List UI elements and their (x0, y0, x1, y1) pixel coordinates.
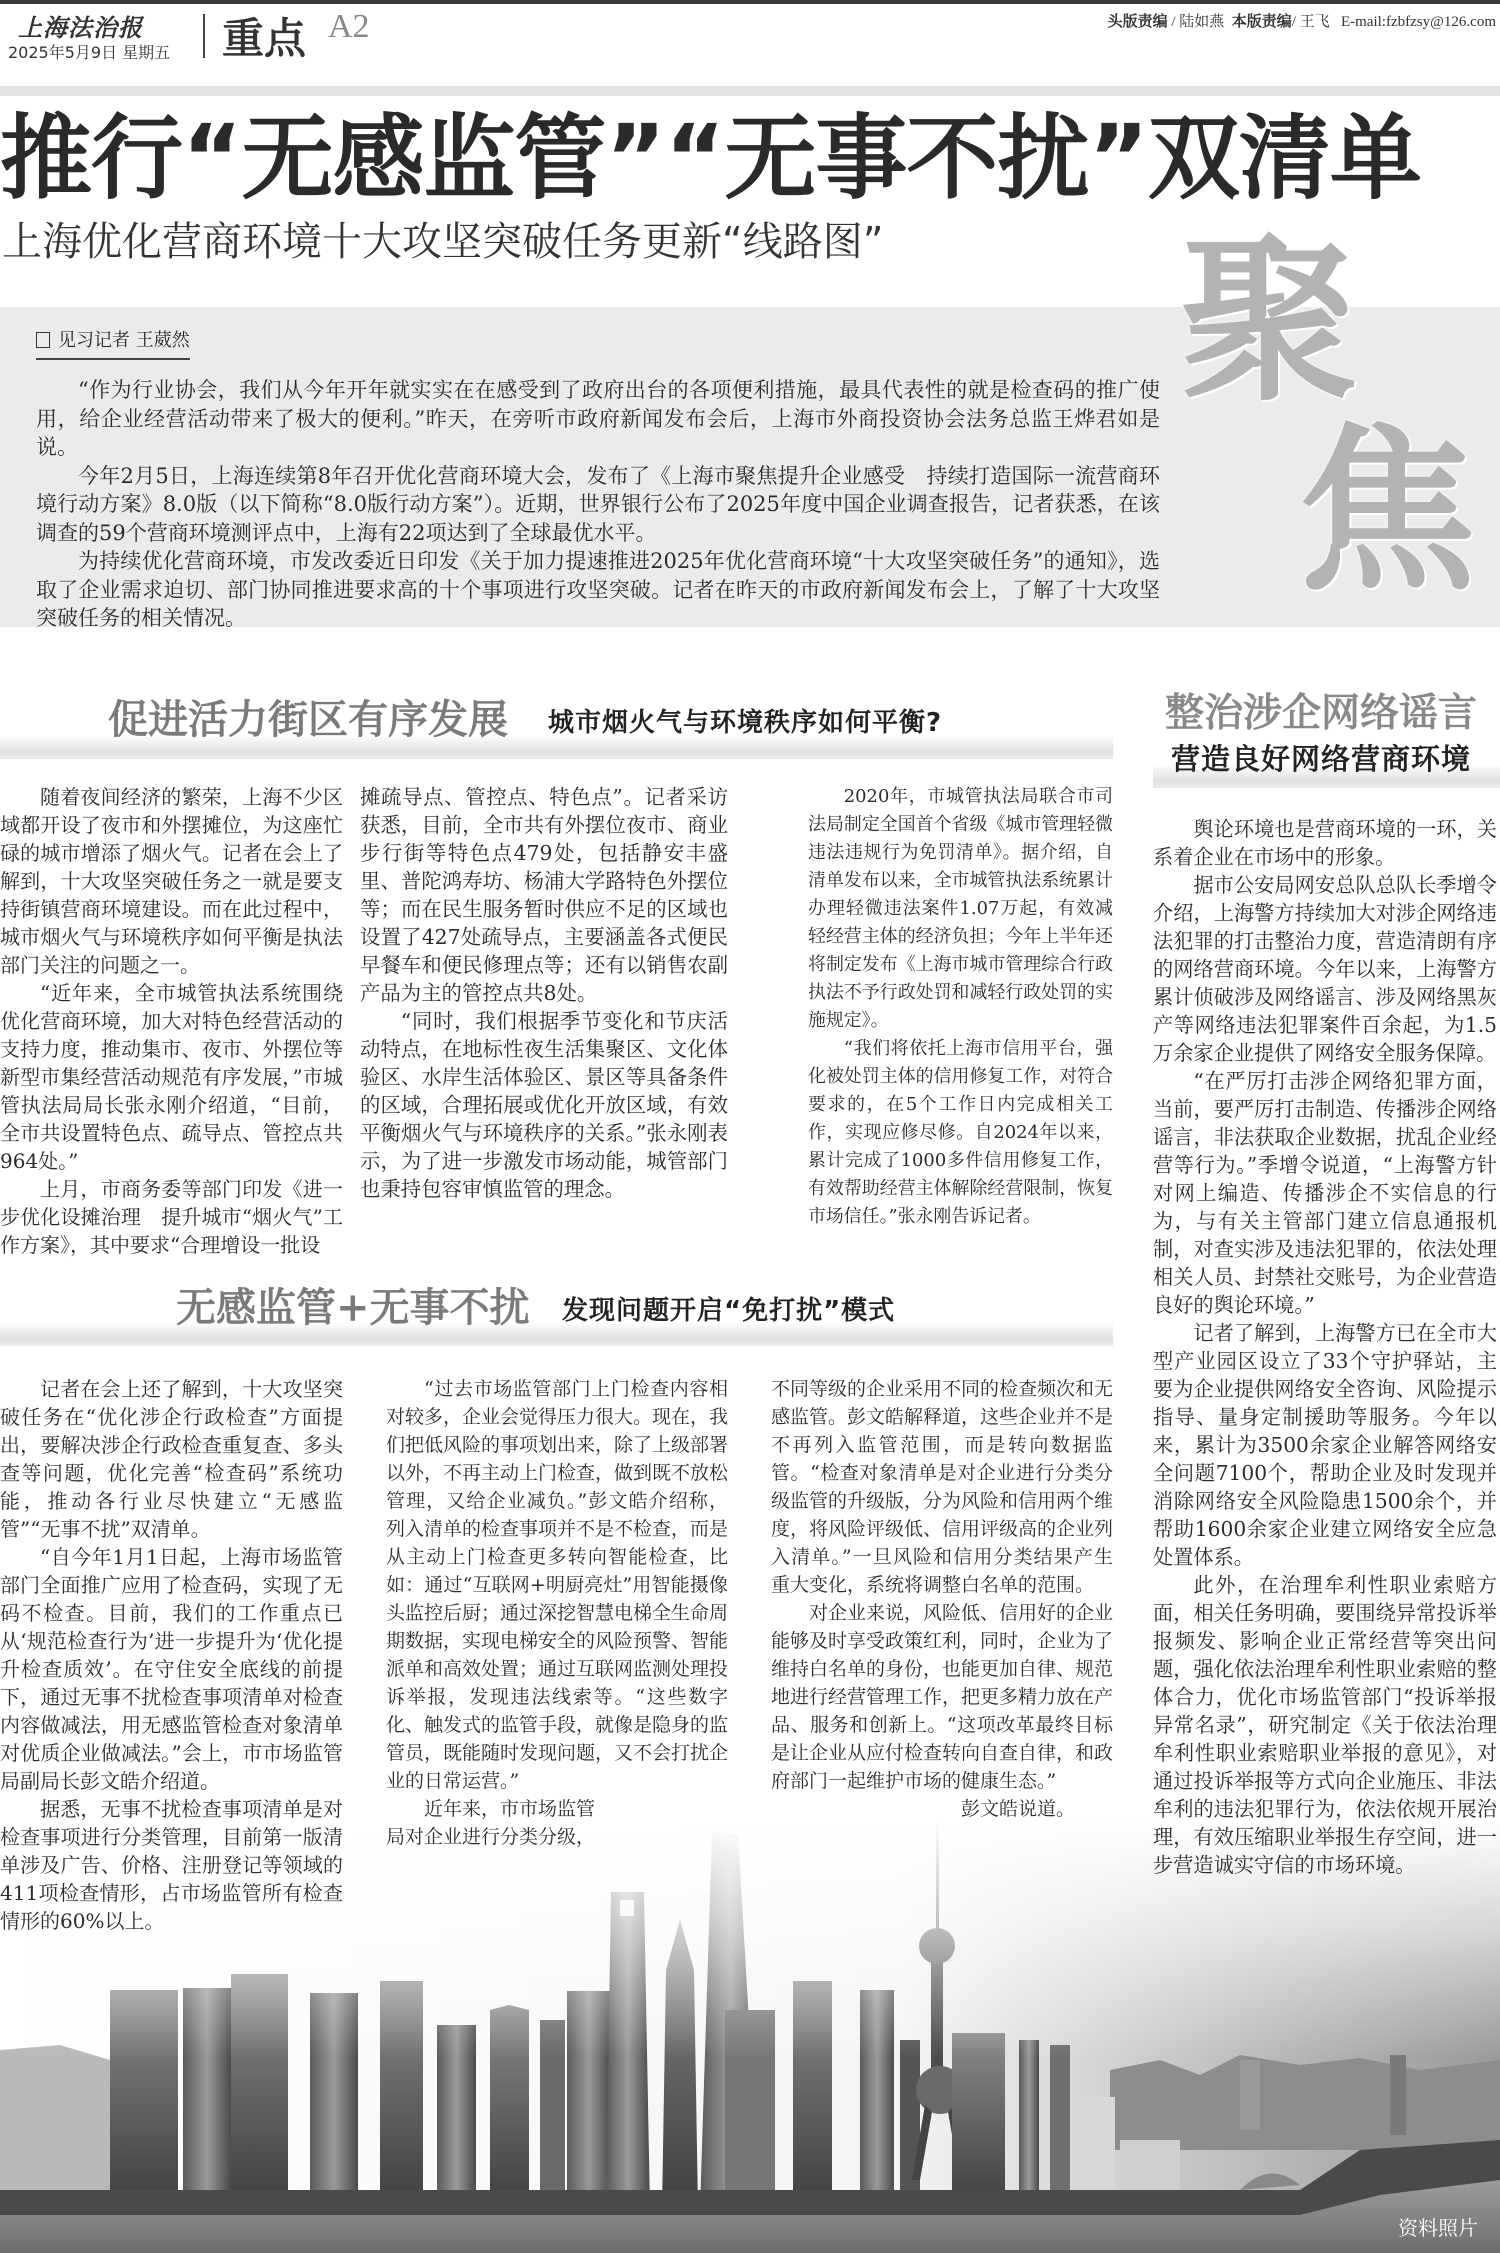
paragraph: “同时，我们根据季节变化和节庆活动特点，在地标性夜生活集聚区、文化体验区、水岸生活体验区、景区等具备条件的区域，合理拓展或优化开放区域，有效平衡烟火气与环境秩序的关系。”张永刚表示，为了进一步激发市场动能，城管部门也秉持包容审慎监管的理念。 (360, 1009, 728, 1201)
editor-email[interactable]: E-mail:fzbfzsy@126.com (1340, 14, 1496, 30)
paragraph: “自今年1月1日起，上海市场监管部门全面推广应用了检查码，实现了无码不检查。目前，我们的工作重点已从‘规范检查行为’进一步提升为‘优化提升检查质效’。在守住安全底线的前提下，通过无事不扰检查事项清单对检查内容做减法，用无感监管检查对象清单对优质企业做减法。”会上，市市场监管局副局长彭文皓介绍道。 (0, 1545, 343, 1793)
feature-mark-char: 聚 (1180, 216, 1358, 425)
byline-text: 见习记者 王葳然 (58, 330, 190, 351)
page-editor-label: 本版责编 (1231, 14, 1292, 30)
paragraph: “作为行业协会，我们从今年开年就实实在在感受到了政府出台的各项便利措施，最具代表性的就是检查码的推广使用，给企业经营活动带来了极大的便利。”昨天，在旁听市政府新闻发布会后，上海市外商投资协会法务总监王烨君如是说。 (36, 378, 1160, 459)
page-number: A2 (328, 8, 370, 45)
section2-column-2 (386, 1375, 728, 1851)
headline: 推行“无感监管”“无事不扰”双清单 (0, 105, 1421, 212)
editor-info: 头版责编 / 陆如燕 本版责编/ 王飞 E-mail:fzbfzsy@126.com (1107, 14, 1496, 30)
lead-paragraphs (36, 376, 1160, 633)
paragraph: “过去市场监管部门上门检查内容相对较多，企业会觉得压力很大。现在，我们把低风险的事项划出来，除了上级部署以外，不再主动上门检查，做到既不放松管理，又给企业减负。”彭文皓介绍称，列入清单的检查事项并不是不检查，而是从主动上门检查更多转向智能检查，比如：通过“互联网+明厨亮灶”用智能摄像头监控后厨；通过深挖智慧电梯全生命周期数据，实现电梯安全的风险预警、智能派单和高效处置；通过互联网监测处理投诉举报，发现违法线索等。“这些数字化、触发式的监管手段，就像是隐身的监管员，既能随时发现问题，又不会打扰企业的日常运营。” (386, 1378, 729, 1792)
front-editor-label: 头版责编 (1107, 14, 1168, 30)
paragraph: “近年来，全市城管执法系统围绕优化营商环境，加大对特色经营活动的支持力度，推动集市、夜市、外摆位等新型市集经营活动规范有序发展，”市城管执法局局长张永刚介绍道，“目前，全市共设置特色点、疏导点、管控点共964处。” (0, 981, 343, 1173)
paragraph: “我们将依托上海市信用平台，强化被处罚主体的信用修复工作，对符合要求的，在5个工作日内完成相关工作，实现应修尽修。自2024年以来，累计完成了1000多件信用修复工作，有效帮助经营主体解除经营限制，恢复市场信任。”张永刚告诉记者。 (808, 1038, 1113, 1227)
section2-title: 无感监管+无事不扰 (176, 1284, 530, 1331)
section2-subtitle: 发现问题开启“免打扰”模式 (562, 1296, 896, 1326)
short-line: 局对企业进行分类分级， (386, 1826, 596, 1848)
paragraph: 据市公安局网安总队总队长季增令介绍，上海警方持续加大对涉企网络违法犯罪的打击整治力度，营造清朗有序的网络营商环境。今年以来，上海警方累计侦破涉及网络谣言、涉及网络黑灰产等网络违法犯罪案件百余起，为1.5万余家企业提供了网络安全服务保障。 (1153, 873, 1497, 1065)
byline (36, 326, 190, 360)
section1-subtitle: 城市烟火气与环境秩序如何平衡? (548, 708, 943, 738)
section2-column-3 (771, 1375, 1113, 1823)
square-icon (36, 332, 50, 348)
masthead-divider (203, 14, 205, 58)
section2-column-2-body (386, 1375, 728, 1795)
sidebar-title: 整治涉企网络谣言 (1165, 690, 1478, 736)
section2-header-bar (0, 1322, 1113, 1346)
sidebar-subtitle: 营造良好网络营商环境 (1171, 742, 1472, 776)
paragraph: 摊疏导点、管控点、特色点”。记者采访获悉，目前，全市共有外摆位夜市、商业步行街等特色点479处，包括静安丰盛里、普陀鸿寿坊、杨浦大学路特色外摆位等；而在民生服务暂时供应不足的区域也设置了427处疏导点，主要涵盖各式便民早餐车和便民修理点等；还有以销售农副产品为主的管控点共8处。 (360, 785, 728, 1005)
paragraph: 记者了解到，上海警方已在全市大型产业园区设立了33个守护驿站，主要为企业提供网络安全咨询、风险提示指导、量身定制援助等服务。今年以来，累计为3500余家企业解答网络安全问题7100个，帮助企业及时发现并消除网络安全风险隐患1500余个，并帮助1600余家企业建立网络安全应急处置体系。 (1153, 1321, 1497, 1569)
sidebar-column (1153, 815, 1497, 1879)
section1-column-1 (0, 783, 343, 1259)
front-editor-name: 陆如燕 (1179, 14, 1225, 30)
paragraph: 不同等级的企业采用不同的检查频次和无感监管。彭文皓解释道，这些企业并不是不再列入监管范围，而是转向数据监管。“检查对象清单是对企业进行分类分级监管的升级版，分为风险和信用两个维度，将风险评级低、信用评级高的企业列入清单。”一旦风险和信用分类结果产生重大变化，系统将调整白名单的范围。 (771, 1378, 1114, 1596)
section1-column-3 (808, 783, 1113, 1231)
paragraph: 据悉，无事不扰检查事项清单是对检查事项进行分类管理，目前第一版清单涉及广告、价格、注册登记等领域的411项检查情形，占市场监管所有检查情形的60%以上。 (0, 1797, 343, 1933)
paragraph: 为持续优化营商环境，市发改委近日印发《关于加力提速推进2025年优化营商环境“十大攻坚突破任务”的通知》，选取了企业需求迫切、部门协同推进要求高的十个事项进行攻坚突破。记者在昨天的市政府新闻发布会上，了解了十大攻坚突破任务的相关情况。 (36, 549, 1160, 630)
newspaper-logo: 上海法治报 (18, 13, 143, 42)
paragraph: “在严厉打击涉企网络犯罪方面，当前，要严厉打击制造、传播涉企网络谣言，非法获取企业数据，扰乱企业经营等行为。”季增令说道，“上海警方针对网上编造、传播涉企不实信息的行为，与有关主管部门建立信息通报机制，对查实涉及违法犯罪的，依法处理相关人员、封禁社交账号，为企业营造良好的舆论环境。” (1153, 1069, 1497, 1317)
feature-mark-char: 焦 (1298, 406, 1476, 615)
paragraph: 舆论环境也是营商环境的一环，关系着企业在市场中的形象。 (1153, 817, 1497, 869)
section2-column-1 (0, 1375, 343, 1935)
paragraph: 2020年，市城管执法局联合市司法局制定全国首个省级《城市管理轻微违法违规行为免罚清单》。据介绍，自清单发布以来，全市城管执法系统累计办理轻微违法案件1.07万起，有效减轻经营主体的经济负担；今年上半年还将制定发布《上海市城市管理综合行政执法不予行政处罚和减轻行政处罚的实施规定》。 (808, 786, 1113, 1031)
paragraph: 上月，市商务委等部门印发《进一步优化设摊治理 提升城市“烟火气”工作方案》，其中要求“合理增设一批设 (0, 1177, 343, 1257)
paragraph: 对企业来说，风险低、信用好的企业能够及时享受政策红利，同时，企业为了维持白名单的身份，也能更加自律、规范地进行经营管理工作，把更多精力放在产品、服务和创新上。“这项改革最终目标是让企业从应付检查转向自查自律，和政府部门一起维护市场的健康生态。” (771, 1602, 1114, 1792)
paragraph (386, 1795, 728, 1851)
top-rule (0, 0, 1500, 4)
paragraph: 记者在会上还了解到，十大攻坚突破任务在“优化涉企行政检查”方面提出，要解决涉企行政检查重复查、多头查等问题，优化完善“检查码”系统功能，推动各行业尽快建立“无感监管”“无事不扰”双清单。 (0, 1377, 343, 1541)
section1-title: 促进活力街区有序发展 (108, 696, 508, 743)
subheadline: 上海优化营商环境十大攻坚突破任务更新“线路图” (2, 219, 884, 265)
section2-column-3-body (771, 1375, 1113, 1795)
page-editor-name: 王飞 (1299, 14, 1330, 30)
header-band (0, 86, 1500, 96)
photo-caption: 资料照片 (1398, 2216, 1478, 2240)
feature-mark (1180, 216, 1500, 632)
paragraph: 随着夜间经济的繁荣，上海不少区域都开设了夜市和外摆摊位，为这座忙碌的城市增添了烟火气。记者在会上了解到，十大攻坚突破任务之一就是要支持街镇营商环境建设。而在此过程中，城市烟火气与环境秩序如何平衡是执法部门关注的问题之一。 (0, 785, 343, 977)
short-line: 近年来，市市场监管 (424, 1798, 596, 1820)
signoff: 彭文皓说道。 (960, 1798, 1075, 1820)
section1-column-2 (360, 783, 728, 1203)
section-name: 重点 (222, 14, 307, 63)
issue-date: 2025年5月9日 星期五 (8, 43, 171, 62)
paragraph: 今年2月5日，上海连续第8年召开优化营商环境大会，发布了《上海市聚焦提升企业感受 持续打造国际一流营商环境行动方案》8.0版（以下简称“8.0版行动方案”）。近期，世界银行公布了2025年度中国企业调查报告，记者获悉，在该调查的59个营商环境测评点中，上海有22项达到了全球最优水平。 (36, 463, 1160, 545)
paragraph: 此外，在治理牟利性职业索赔方面，相关任务明确，要围绕异常投诉举报频发、影响企业正常经营等突出问题，强化依法治理牟利性职业索赔的整体合力，优化市场监管部门“投诉举报异常名录”，研究制定《关于依法治理牟利性职业索赔职业举报的意见》，对通过投诉举报等方式向企业施压、非法牟利的违法犯罪行为，依法依规开展治理，有效压缩职业举报生存空间，进一步营造诚实守信的市场环境。 (1153, 1573, 1497, 1877)
